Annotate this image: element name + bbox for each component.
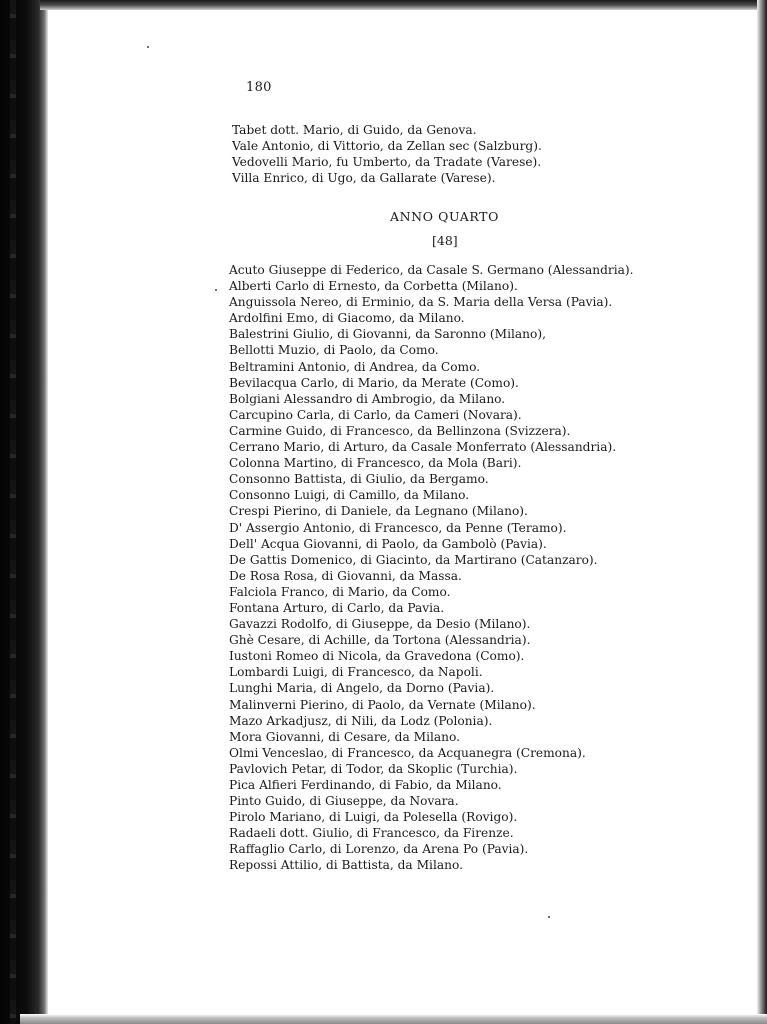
list-item: Ardolfini Emo, di Giacomo, da Milano. — [229, 311, 465, 326]
list-item: Acuto Giuseppe di Federico, da Casale S. Germano (Alessandria). — [229, 263, 634, 277]
list-item: Pinto Guido, di Giuseppe, da Novara. — [229, 794, 459, 809]
scan-right-border — [757, 0, 767, 1024]
list-item: Olmi Venceslao, di Francesco, da Acquanegra (Cremona). — [229, 745, 586, 760]
list-item: Pirolo Mariano, di Luigi, da Polesella (Rovigo). — [229, 810, 518, 825]
list-item: Anguissola Nereo, di Erminio, da S. Maria della Versa (Pavia). — [229, 295, 613, 310]
list-item: Crespi Pierino, di Daniele, da Legnano (Milano). — [229, 504, 528, 519]
list-item: Dell' Acqua Giovanni, di Paolo, da Gambolò (Pavia). — [229, 536, 547, 551]
scan-top-border — [40, 0, 767, 10]
list-item: Malinverni Pierino, di Paolo, da Vernate (Milano). — [229, 697, 536, 712]
list-item: Vale Antonio, di Vittorio, da Zellan sec (Salzburg). — [232, 139, 542, 154]
list-item: Carcupino Carla, di Carlo, da Cameri (Novara). — [229, 407, 522, 422]
list-item: Raffaglio Carlo, di Lorenzo, da Arena Po (Pavia). — [229, 842, 529, 857]
student-list — [229, 262, 634, 874]
list-item: Vedovelli Mario, fu Umberto, da Tradate (Varese). — [232, 155, 542, 170]
list-item: Pavlovich Petar, di Todor, da Skoplic (Turchia). — [229, 761, 518, 776]
list-item: Balestrini Giulio, di Giovanni, da Saronno (Milano), — [229, 327, 546, 342]
list-item: Beltramini Antonio, di Andrea, da Como. — [229, 359, 481, 374]
list-item: Pica Alfieri Ferdinando, di Fabio, da Milano. — [229, 778, 502, 792]
list-item: Repossi Attilio, di Battista, da Milano. — [229, 858, 463, 873]
list-item: Ghè Cesare, di Achille, da Tortona (Alessandria). — [229, 633, 531, 648]
list-item: Lombardi Luigi, di Francesco, da Napoli. — [229, 665, 483, 680]
list-item: Iustoni Romeo di Nicola, da Gravedona (Como). — [229, 649, 525, 664]
list-item: Alberti Carlo di Ernesto, da Corbetta (Milano). — [229, 279, 518, 294]
list-item: Consonno Luigi, di Camillo, da Milano. — [229, 488, 470, 503]
section-count: [48] — [432, 233, 458, 248]
list-item: Mora Giovanni, di Cesare, da Milano. — [229, 729, 460, 744]
list-item: Cerrano Mario, di Arturo, da Casale Monferrato (Alessandria). — [229, 440, 617, 455]
scan-left-border — [0, 0, 48, 1024]
list-item: Radaeli dott. Giulio, di Francesco, da Firenze. — [229, 826, 514, 841]
list-item: Tabet dott. Mario, di Guido, da Genova. — [232, 123, 477, 137]
list-item: D' Assergio Antonio, di Francesco, da Penne (Teramo). — [229, 520, 567, 535]
list-item: Carmine Guido, di Francesco, da Bellinzona (Svizzera). — [229, 423, 571, 438]
scan-speck — [548, 916, 550, 918]
section-title: ANNO QUARTO — [390, 209, 499, 224]
list-item: De Rosa Rosa, di Giovanni, da Massa. — [229, 568, 462, 583]
list-item: Bellotti Muzio, di Paolo, da Como. — [229, 343, 439, 358]
list-item: Bevilacqua Carlo, di Mario, da Merate (Como). — [229, 375, 519, 390]
page-number: 180 — [246, 80, 272, 95]
list-item: Consonno Battista, di Giulio, da Bergamo. — [229, 472, 489, 487]
list-item: Bolgiani Alessandro di Ambrogio, da Milano. — [229, 391, 506, 406]
list-item: Mazo Arkadjusz, di Nili, da Lodz (Polonia). — [229, 713, 493, 728]
list-item: Fontana Arturo, di Carlo, da Pavia. — [229, 600, 445, 615]
scan-speck — [215, 289, 217, 291]
list-item: Lunghi Maria, di Angelo, da Dorno (Pavia). — [229, 681, 495, 696]
list-item: Colonna Martino, di Francesco, da Mola (Bari). — [229, 456, 522, 471]
list-item: Gavazzi Rodolfo, di Giuseppe, da Desio (Milano). — [229, 617, 531, 632]
scan-bottom-border — [20, 1014, 767, 1024]
list-item: Villa Enrico, di Ugo, da Gallarate (Varese). — [232, 171, 496, 186]
previous-year-list — [232, 122, 542, 186]
list-item: De Gattis Domenico, di Giacinto, da Martirano (Catanzaro). — [229, 552, 598, 567]
list-item: Falciola Franco, di Mario, da Como. — [229, 584, 451, 599]
scan-speck — [147, 46, 149, 48]
